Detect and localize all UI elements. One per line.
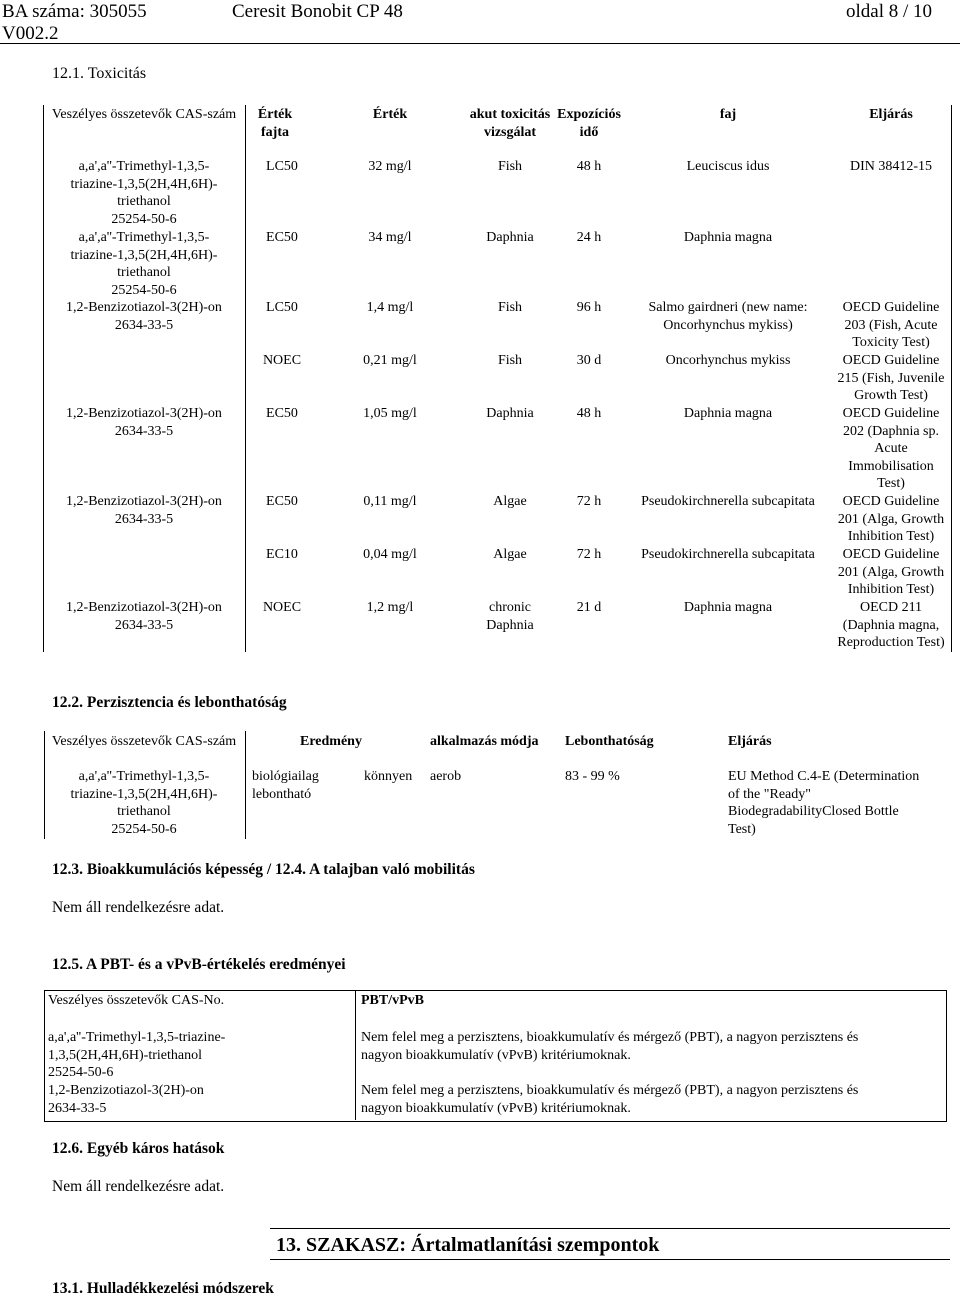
toxicity-row-species: [628, 158, 828, 176]
section-title-13: 13. SZAKASZ: Ártalmatlanítási szempontok: [276, 1234, 660, 1256]
persistence-header-method: Eljárás: [728, 734, 772, 749]
toxicity-method-line: Immobilisation: [848, 458, 934, 474]
persistence-method: [728, 768, 919, 838]
toxicity-substance-line: 1,2-Benzizotiazol-3(2H)-on: [66, 300, 222, 315]
pbt-row-assessment: [361, 1082, 858, 1117]
toxicity-row-type: LC50: [266, 300, 298, 315]
toxicity-row-type: EC50: [266, 230, 298, 245]
toxicity-row-exposure: 72 h: [576, 494, 602, 509]
toxicity-acute-line: Fish: [497, 300, 523, 315]
toxicity-method-line: OECD Guideline: [842, 547, 940, 562]
pbt-header-pbt: PBT/vPvB: [361, 993, 425, 1008]
toxicity-method-line: Inhibition Test): [847, 582, 935, 598]
toxicity-row-substance: [44, 299, 244, 334]
header-ba-number: BA száma: 305055: [2, 1, 147, 22]
persistence-mode: aerob: [430, 769, 462, 784]
persistence-method-line: of the "Ready": [728, 786, 811, 802]
toxicity-substance-line: triazine-1,3,5(2H,4H,6H)-: [70, 176, 218, 192]
toxicity-row-method: [830, 599, 952, 652]
header-product: Ceresit Bonobit CP 48: [232, 1, 403, 22]
persistence-substance-line: triazine-1,3,5(2H,4H,6H)-: [70, 786, 218, 802]
toxicity-substance-line: 2634-33-5: [114, 511, 174, 527]
section-title-13-1: 13.1. Hulladékkezelési módszerek: [52, 1280, 274, 1297]
toxicity-row-type: EC50: [266, 406, 298, 421]
toxicity-row-substance: [44, 229, 244, 299]
persistence-substance-line: 25254-50-6: [111, 821, 177, 837]
toxicity-row-acute: [468, 229, 552, 247]
toxicity-row-method: [830, 158, 952, 176]
toxicity-substance-line: 2634-33-5: [114, 423, 174, 439]
persistence-degradability: 83 - 99 %: [565, 769, 620, 784]
toxicity-acute-line: Algae: [493, 494, 527, 509]
toxicity-substance-line: a,a',a''-Trimethyl-1,3,5-: [78, 159, 210, 174]
pbt-assessment-line: Nem felel meg a perzisztens, bioakkumulatív és mérgező (PBT), a nagyon perzisztens és: [361, 1083, 859, 1098]
toxicity-substance-line: 1,2-Benzizotiazol-3(2H)-on: [66, 600, 222, 615]
toxicity-row-acute: [468, 599, 552, 634]
toxicity-method-line: Acute: [874, 441, 908, 457]
pbt-assessment-line: nagyon bioakkumulatív (vPvB) kritériumoknak.: [361, 1100, 631, 1116]
toxicity-acute-line: Daphnia: [486, 617, 534, 633]
toxicity-row-method: [830, 546, 952, 599]
toxicity-row-value: 1,4 mg/l: [366, 300, 414, 315]
toxicity-row-type: NOEC: [262, 353, 302, 368]
pbt-table-divider: [355, 990, 356, 1120]
header-rule: [0, 43, 960, 44]
toxicity-species-line: Oncorhynchus mykiss: [665, 353, 791, 368]
toxicity-header-exposure: Expozíciós idő: [557, 107, 621, 140]
toxicity-header-method: Eljárás: [869, 107, 913, 122]
section-title-12-2: 12.2. Perzisztencia és lebonthatóság: [52, 694, 287, 711]
toxicity-row-method: [830, 405, 952, 493]
toxicity-row-value: 34 mg/l: [368, 230, 412, 245]
toxicity-acute-line: Daphnia: [486, 230, 534, 245]
section-title-12-3: 12.3. Bioakkumulációs képesség / 12.4. A talajban való mobilitás: [52, 861, 475, 878]
pbt-header-substance: Veszélyes összetevők CAS-No.: [48, 993, 225, 1008]
toxicity-row-acute: [468, 299, 552, 317]
toxicity-row-value: 0,21 mg/l: [363, 353, 417, 368]
toxicity-method-line: 202 (Daphnia sp.: [842, 423, 940, 439]
section-12-3-text: Nem áll rendelkezésre adat.: [52, 899, 225, 916]
toxicity-row-species: [628, 299, 828, 334]
toxicity-species-line: Salmo gairdneri (new name:: [648, 300, 808, 315]
toxicity-substance-line: triethanol: [117, 265, 171, 281]
toxicity-species-line: Pseudokirchnerella subcapitata: [641, 494, 815, 509]
section-title-12-1: 12.1. Toxicitás: [52, 65, 147, 82]
toxicity-row-substance: [44, 158, 244, 228]
toxicity-row-type: NOEC: [262, 600, 302, 615]
pbt-assessment-line: Nem felel meg a perzisztens, bioakkumulatív és mérgező (PBT), a nagyon perzisztens és: [361, 1030, 859, 1045]
toxicity-method-line: OECD Guideline: [842, 494, 940, 509]
toxicity-acute-line: Daphnia: [486, 406, 534, 421]
toxicity-row-exposure: 48 h: [576, 159, 602, 174]
table-border-divider: [245, 731, 246, 839]
toxicity-substance-line: triazine-1,3,5(2H,4H,6H)-: [70, 247, 218, 263]
persistence-substance: [44, 768, 244, 838]
toxicity-header-acute: akut toxicitás vizsgálat: [469, 107, 551, 140]
toxicity-acute-line: Fish: [497, 353, 523, 368]
persistence-header-degradability: Lebonthatóság: [565, 734, 654, 749]
toxicity-substance-line: 1,2-Benzizotiazol-3(2H)-on: [66, 494, 222, 509]
toxicity-acute-line: chronic: [489, 600, 531, 615]
toxicity-substance-line: 25254-50-6: [111, 211, 177, 227]
pbt-substance-line: 1,2-Benzizotiazol-3(2H)-on: [48, 1083, 204, 1098]
toxicity-row-value: 1,2 mg/l: [366, 600, 414, 615]
toxicity-species-line: Leuciscus idus: [686, 159, 770, 174]
toxicity-row-species: [628, 229, 828, 247]
toxicity-row-species: [628, 405, 828, 423]
toxicity-species-line: Daphnia magna: [683, 406, 773, 421]
toxicity-method-line: 203 (Fish, Acute: [844, 317, 938, 333]
toxicity-row-acute: [468, 158, 552, 176]
toxicity-method-line: Test): [877, 476, 905, 492]
toxicity-row-method: [830, 493, 952, 546]
persistence-result-1: biológiailag: [252, 769, 319, 784]
pbt-substance-line: a,a',a''-Trimethyl-1,3,5-triazine-: [48, 1030, 226, 1045]
toxicity-row-substance: [44, 599, 244, 634]
header-version: V002.2: [2, 23, 59, 44]
persistence-header-substance: Veszélyes összetevők CAS-szám: [51, 734, 237, 749]
toxicity-row-substance: [44, 493, 244, 528]
header-page: oldal 8 / 10: [846, 1, 933, 22]
pbt-substance-line: 25254-50-6: [48, 1065, 114, 1081]
toxicity-header-value: Érték: [372, 107, 408, 122]
persistence-method-line: EU Method C.4-E (Determination: [728, 769, 920, 784]
toxicity-row-acute: [468, 352, 552, 370]
toxicity-substance-line: 2634-33-5: [114, 617, 174, 633]
persistence-method-line: BiodegradabilityClosed Bottle: [728, 804, 899, 820]
toxicity-row-acute: [468, 546, 552, 564]
pbt-substance-line: 1,3,5(2H,4H,6H)-triethanol: [48, 1047, 202, 1063]
toxicity-row-value: 0,04 mg/l: [363, 547, 417, 562]
persistence-result-2: könnyen: [364, 769, 413, 784]
persistence-substance-line: triethanol: [117, 804, 171, 820]
persistence-table: [44, 731, 944, 839]
toxicity-substance-line: 2634-33-5: [114, 317, 174, 333]
pbt-substance-line: 2634-33-5: [48, 1100, 107, 1116]
toxicity-substance-line: triethanol: [117, 194, 171, 210]
toxicity-species-line: Oncorhynchus mykiss): [663, 317, 793, 333]
toxicity-method-line: 201 (Alga, Growth: [837, 564, 945, 580]
toxicity-method-line: 201 (Alga, Growth: [837, 511, 945, 527]
toxicity-method-line: Growth Test): [854, 388, 928, 404]
toxicity-method-line: OECD Guideline: [842, 353, 940, 368]
toxicity-substance-line: 25254-50-6: [111, 282, 177, 298]
persistence-header-result: Eredmény: [300, 734, 362, 749]
pbt-row-assessment: [361, 1029, 858, 1064]
section-title-12-5: 12.5. A PBT- és a vPvB-értékelés eredményei: [52, 956, 346, 973]
toxicity-method-line: Toxicity Test): [852, 335, 930, 351]
persistence-result-3: lebontható: [252, 787, 312, 802]
toxicity-row-method: [830, 299, 952, 352]
pbt-assessment-line: nagyon bioakkumulatív (vPvB) kritériumoknak.: [361, 1047, 631, 1063]
toxicity-row-substance: [44, 405, 244, 440]
toxicity-method-line: (Daphnia magna,: [842, 617, 940, 633]
toxicity-row-species: [628, 493, 828, 511]
toxicity-row-value: 32 mg/l: [368, 159, 412, 174]
toxicity-method-line: OECD Guideline: [842, 406, 940, 421]
toxicity-row-exposure: 24 h: [576, 230, 602, 245]
toxicity-row-species: [628, 352, 828, 370]
toxicity-method-line: Inhibition Test): [847, 529, 935, 545]
persistence-header-mode: alkalmazás módja: [430, 734, 539, 749]
toxicity-row-exposure: 21 d: [576, 600, 602, 615]
toxicity-species-line: Daphnia magna: [683, 600, 773, 615]
toxicity-row-species: [628, 546, 828, 564]
toxicity-acute-line: Algae: [493, 547, 527, 562]
toxicity-method-line: 215 (Fish, Juvenile: [837, 370, 945, 386]
toxicity-row-value: 0,11 mg/l: [363, 494, 417, 509]
toxicity-row-type: EC10: [266, 547, 298, 562]
toxicity-header-type: Érték fajta: [257, 107, 293, 140]
toxicity-row-exposure: 72 h: [576, 547, 602, 562]
toxicity-row-species: [628, 599, 828, 617]
toxicity-substance-line: 1,2-Benzizotiazol-3(2H)-on: [66, 406, 222, 421]
toxicity-row-method: [830, 352, 952, 405]
toxicity-method-line: DIN 38412-15: [849, 159, 933, 174]
toxicity-substance-line: a,a',a''-Trimethyl-1,3,5-: [78, 230, 210, 245]
toxicity-row-value: 1,05 mg/l: [363, 406, 417, 421]
pbt-row-substance: [48, 1082, 204, 1117]
toxicity-row-exposure: 48 h: [576, 406, 602, 421]
toxicity-method-line: OECD 211: [859, 600, 923, 615]
toxicity-species-line: Daphnia magna: [683, 230, 773, 245]
toxicity-row-exposure: 96 h: [576, 300, 602, 315]
toxicity-header-species: faj: [719, 107, 737, 122]
section-12-6-text: Nem áll rendelkezésre adat.: [52, 1178, 225, 1195]
toxicity-row-exposure: 30 d: [576, 353, 602, 368]
toxicity-row-type: EC50: [266, 494, 298, 509]
toxicity-method-line: Reproduction Test): [837, 635, 945, 651]
toxicity-row-acute: [468, 493, 552, 511]
persistence-method-line: Test): [728, 821, 756, 837]
toxicity-header-substance: Veszélyes összetevők CAS-szám: [51, 107, 237, 122]
toxicity-row-type: LC50: [266, 159, 298, 174]
section-title-12-6: 12.6. Egyéb káros hatások: [52, 1140, 225, 1157]
persistence-substance-line: a,a',a''-Trimethyl-1,3,5-: [78, 769, 210, 784]
toxicity-method-line: OECD Guideline: [842, 300, 940, 315]
toxicity-border-divider: [245, 105, 246, 652]
toxicity-acute-line: Fish: [497, 159, 523, 174]
toxicity-species-line: Pseudokirchnerella subcapitata: [641, 547, 815, 562]
toxicity-row-acute: [468, 405, 552, 423]
pbt-row-substance: [48, 1029, 225, 1082]
